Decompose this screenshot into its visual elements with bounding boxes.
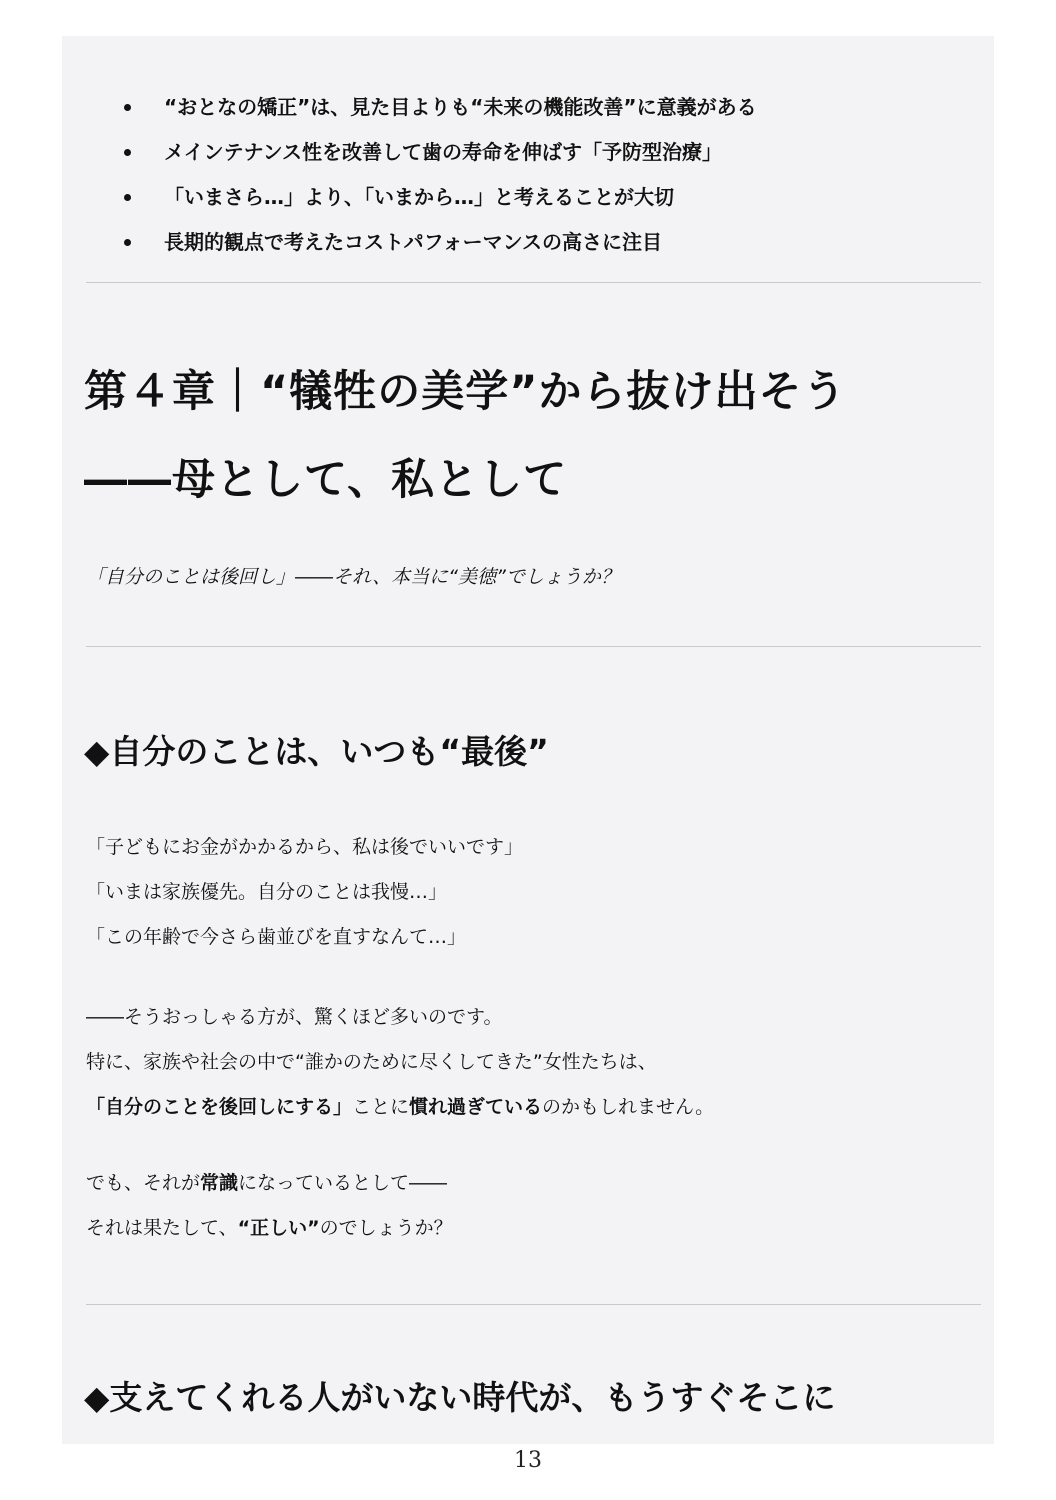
bullet-dot-icon (124, 104, 131, 111)
bullet-item: 長期的観点で考えたコストパフォーマンスの高さに注目 (124, 225, 757, 270)
body-text: 特に、家族や社会の中で“誰かのために尽くしてきた”女性たちは、 (86, 1051, 657, 1073)
emphasis-text: 「自分のことを後回しにする」 (86, 1096, 353, 1118)
chapter-subtitle: ――母として、私として (84, 455, 568, 505)
body-text: それは果たして、“正しい”のでしょうか？ (86, 1217, 453, 1239)
bullet-dot-icon (124, 194, 131, 201)
emphasis-text: 慣れ過ぎている (409, 1096, 543, 1118)
body-text: でも、それが常識になっているとして―― (86, 1172, 448, 1194)
bullet-dot-icon (124, 149, 131, 156)
divider (86, 646, 981, 647)
body-text: ――そうおっしゃる方が、驚くほど多いのです。 (86, 1006, 503, 1028)
body-text: 「自分のことを後回しにする」ことに慣れ過ぎているのかもしれません。 (86, 1096, 715, 1118)
document-page (62, 36, 994, 1444)
divider (86, 1304, 981, 1305)
quote-line: 「いまは家族優先。自分のことは我慢…」 (86, 881, 448, 903)
emphasis-text: 常識 (200, 1172, 239, 1194)
bullet-dot-icon (124, 239, 131, 246)
bullet-item: “おとなの矯正”は、見た目よりも“未来の機能改善”に意義がある (124, 90, 757, 135)
page-number: 13 (514, 1448, 542, 1473)
quote-line: 「この年齢で今さら歯並びを直すなんて…」 (86, 926, 467, 948)
bullet-item: 「いまさら…」より、「いまから…」と考えることが大切 (124, 180, 757, 225)
divider (86, 282, 981, 283)
summary-bullet-list (124, 90, 757, 270)
chapter-title: 第４章｜“犠牲の美学”から抜け出そう (84, 367, 847, 417)
section-heading: ◆支えてくれる人がいない時代が、もうすぐそこに (84, 1378, 836, 1417)
section-heading: ◆自分のことは、いつも“最後” (84, 732, 549, 771)
quote-line: 「子どもにお金がかかるから、私は後でいいです」 (86, 836, 524, 858)
emphasis-text: “正しい” (237, 1217, 320, 1239)
chapter-lead: 「自分のことは後回し」――それ、本当に“美徳”でしょうか？ (86, 566, 620, 588)
bullet-item: メインテナンス性を改善して歯の寿命を伸ばす「予防型治療」 (124, 135, 757, 180)
